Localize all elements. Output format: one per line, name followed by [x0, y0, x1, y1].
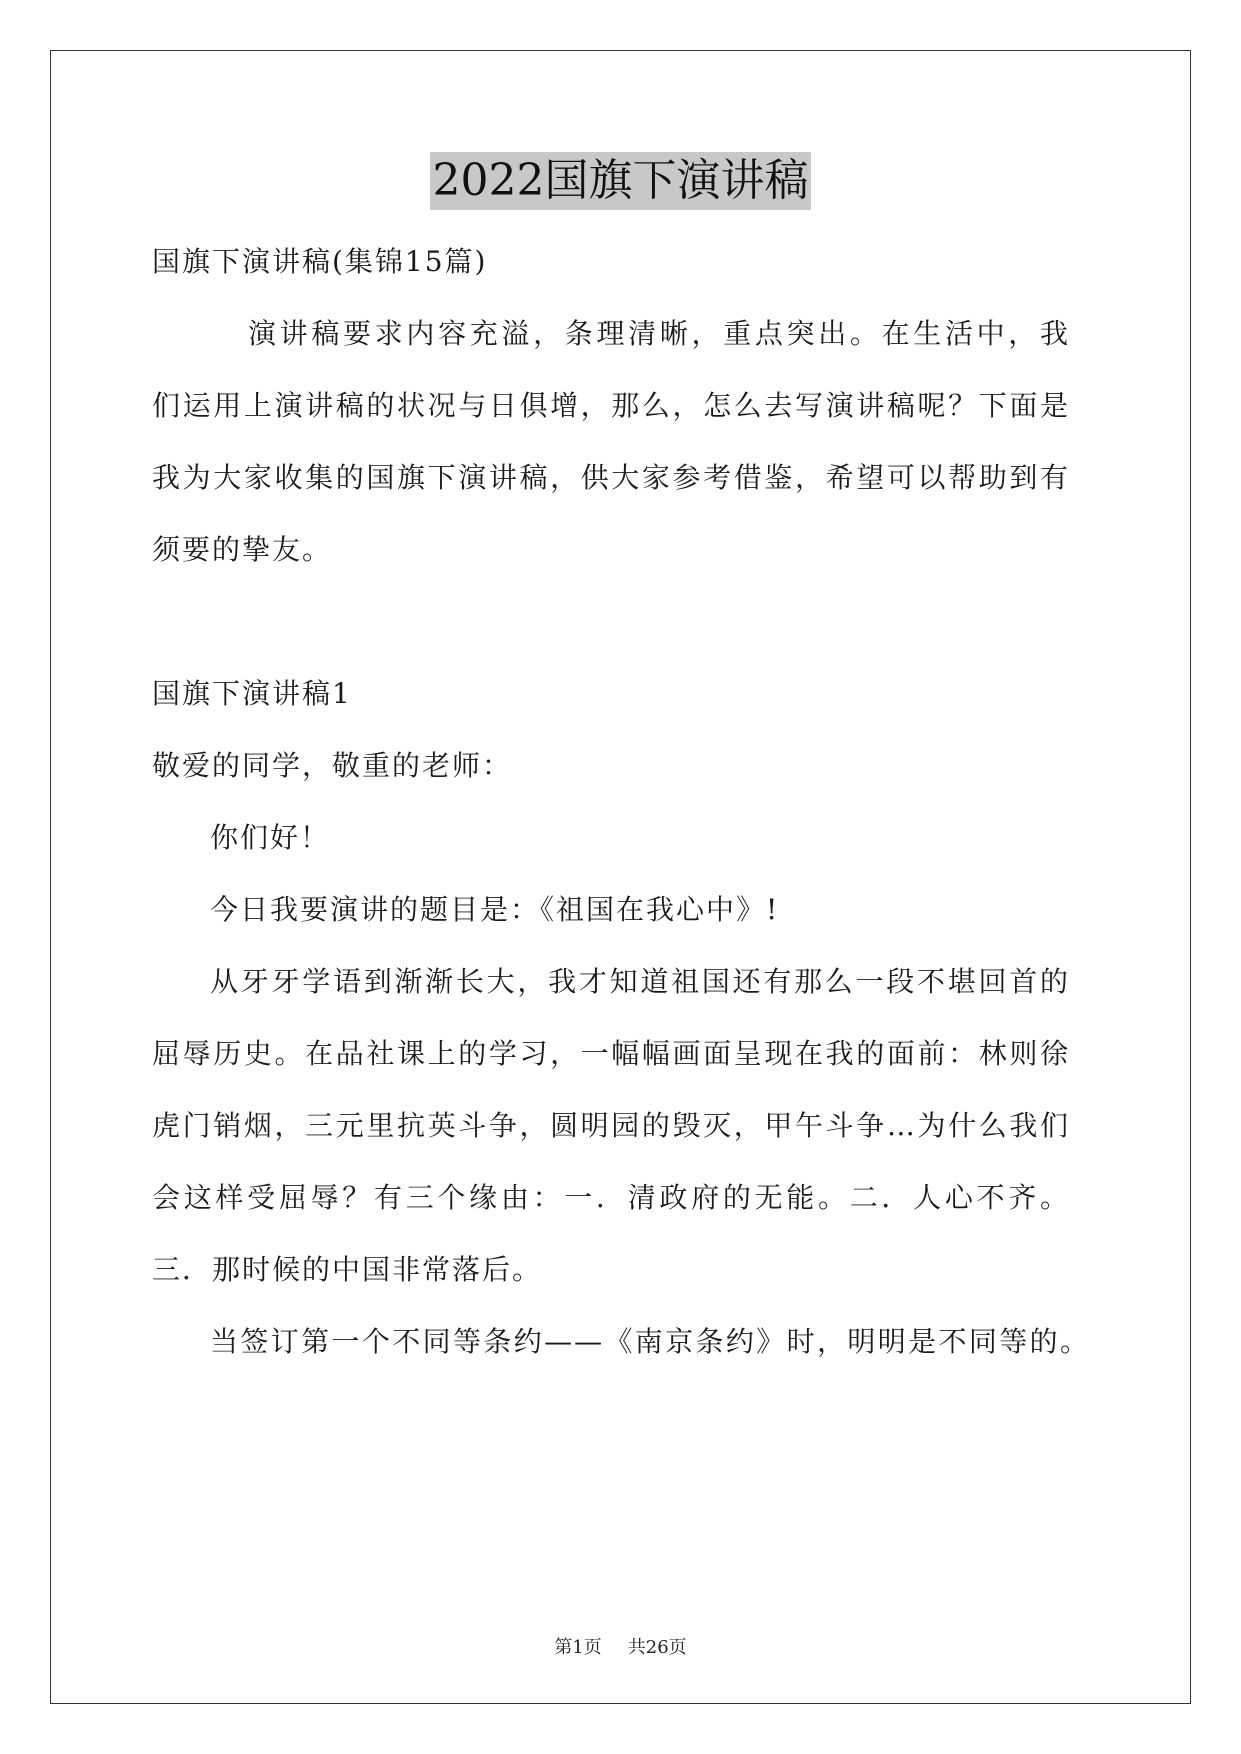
paragraph-line: 屈辱历史。在品社课上的学习，一幅幅画面呈现在我的面前：林则徐: [152, 1037, 1070, 1070]
paragraph-line: 们运用上演讲稿的状况与日俱增，那么，怎么去写演讲稿呢？下面是: [152, 389, 1070, 422]
paragraph-line: 我为大家收集的国旗下演讲稿，供大家参考借鉴，希望可以帮助到有: [152, 461, 1070, 494]
paragraph-line: 会这样受屈辱？有三个缘由：一．清政府的无能。二．人心不齐。: [152, 1181, 1070, 1214]
page-total: 共26页: [627, 1637, 687, 1658]
subtitle-line: 国旗下演讲稿(集锦15篇): [152, 245, 488, 278]
title-container: [0, 152, 1241, 210]
paragraph-line: 须要的挚友。: [152, 533, 333, 566]
paragraph-line: 三．那时候的中国非常落后。: [152, 1253, 543, 1286]
document-title: 2022国旗下演讲稿: [430, 152, 812, 210]
greeting-line: 你们好！: [210, 821, 331, 854]
salutation-line: 敬爱的同学，敬重的老师：: [152, 749, 513, 782]
page-footer: [0, 1636, 1241, 1660]
paragraph-line: 演讲稿要求内容充溢，条理清晰，重点突出。在生活中，我: [248, 317, 1070, 350]
paragraph-line: 今日我要演讲的题目是：《祖国在我心中》!: [210, 893, 780, 926]
paragraph-line: 当签订第一个不同等条约——《南京条约》时，明明是不同等的。: [210, 1325, 1090, 1358]
paragraph-line: 从牙牙学语到渐渐长大，我才知道祖国还有那么一段不堪回首的: [210, 965, 1070, 998]
section-heading: 国旗下演讲稿1: [152, 677, 352, 710]
page-number: 第1页: [554, 1637, 602, 1658]
paragraph-line: 虎门销烟，三元里抗英斗争，圆明园的毁灭，甲午斗争…为什么我们: [152, 1109, 1070, 1142]
page-border: [50, 50, 1191, 1704]
